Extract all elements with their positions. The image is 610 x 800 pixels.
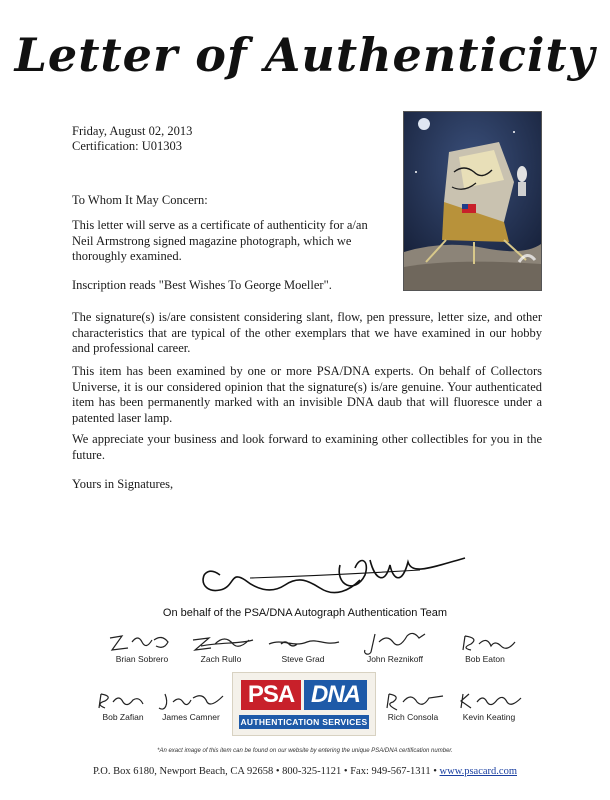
team-member-james-camner [146, 688, 236, 722]
lunar-module-image [404, 112, 541, 290]
address-text: P.O. Box 6180, Newport Beach, CA 92658 • 800-325-1121 • Fax: 949-567-1311 • [93, 766, 440, 777]
team-member-name: Bob Zafian [102, 712, 144, 722]
letter-meta [72, 124, 192, 154]
team-caption: On behalf of the PSA/DNA Autograph Authentication Team [162, 607, 448, 619]
certification-number: Certification: U01303 [72, 139, 183, 153]
team-member-name: Zach Rullo [200, 654, 242, 664]
team-member-name: Kevin Keating [462, 712, 516, 722]
item-photograph [403, 111, 542, 291]
signature-mark [151, 688, 231, 714]
team-member-name: John Reznikoff [366, 654, 424, 664]
logo-psa-text: PSA [241, 680, 301, 710]
footnote: *An exact image of this item can be found on our website by entering the unique PSA/DNA certification number. [157, 748, 453, 754]
signature-mark [181, 630, 261, 656]
paragraph-signature-analysis: The signature(s) is/are consistent considering slant, flow, pen pressure, letter size, and other characteristics that are typical of the other exemplars that we have examined in our hobby and professional career. [72, 310, 542, 355]
psa-dna-logo [232, 672, 376, 736]
paragraph-examination: This item has been examined by one or more PSA/DNA experts. On behalf of Collectors Universe, it is our considered opinion that the signature(s) is/are genuine. Your authenticated item has been permanently marked with an invisible DNA daub that will fluoresce under a patented laser lamp. [72, 364, 542, 425]
team-member-bob-eaton [440, 630, 530, 664]
team-member-zach-rullo [176, 630, 266, 664]
team-member-name: Bob Eaton [465, 654, 505, 664]
team-member-name: Brian Sobrero [115, 654, 169, 664]
team-member-kevin-keating [444, 688, 534, 722]
team-member-name: James Camner [162, 712, 220, 722]
footer-address [0, 766, 610, 777]
closing: Yours in Signatures, [72, 477, 174, 491]
team-member-brian-sobrero [97, 630, 187, 664]
signature-mark [355, 630, 435, 656]
paragraph-appreciation: We appreciate your business and look forward to examining other collectibles for you in the future. [72, 432, 542, 462]
authenticator-signature [190, 540, 470, 610]
team-member-name: Rich Consola [387, 712, 439, 722]
team-member-john-reznikoff [350, 630, 440, 664]
signature-mark [263, 630, 343, 656]
signature-mark [373, 688, 453, 714]
paragraph-inscription: Inscription reads "Best Wishes To George Moeller". [72, 278, 332, 292]
team-member-name: Steve Grad [281, 654, 325, 664]
signature-mark [445, 630, 525, 656]
signature-mark [102, 630, 182, 656]
letter-title: Letter of Authenticity [14, 28, 596, 82]
signature-mark [449, 688, 529, 714]
website-link[interactable]: www.psacard.com [439, 766, 517, 777]
paragraph-authenticity: This letter will serve as a certificate of authenticity for a/an Neil Armstrong signed magazine photograph, which we thoroughly examined. [72, 218, 368, 263]
logo-subtitle: AUTHENTICATION SERVICES [240, 717, 368, 727]
team-member-steve-grad [258, 630, 348, 664]
letter-date: Friday, August 02, 2013 [72, 124, 193, 138]
salutation: To Whom It May Concern: [72, 193, 208, 207]
logo-dna-text: DNA [304, 680, 367, 710]
